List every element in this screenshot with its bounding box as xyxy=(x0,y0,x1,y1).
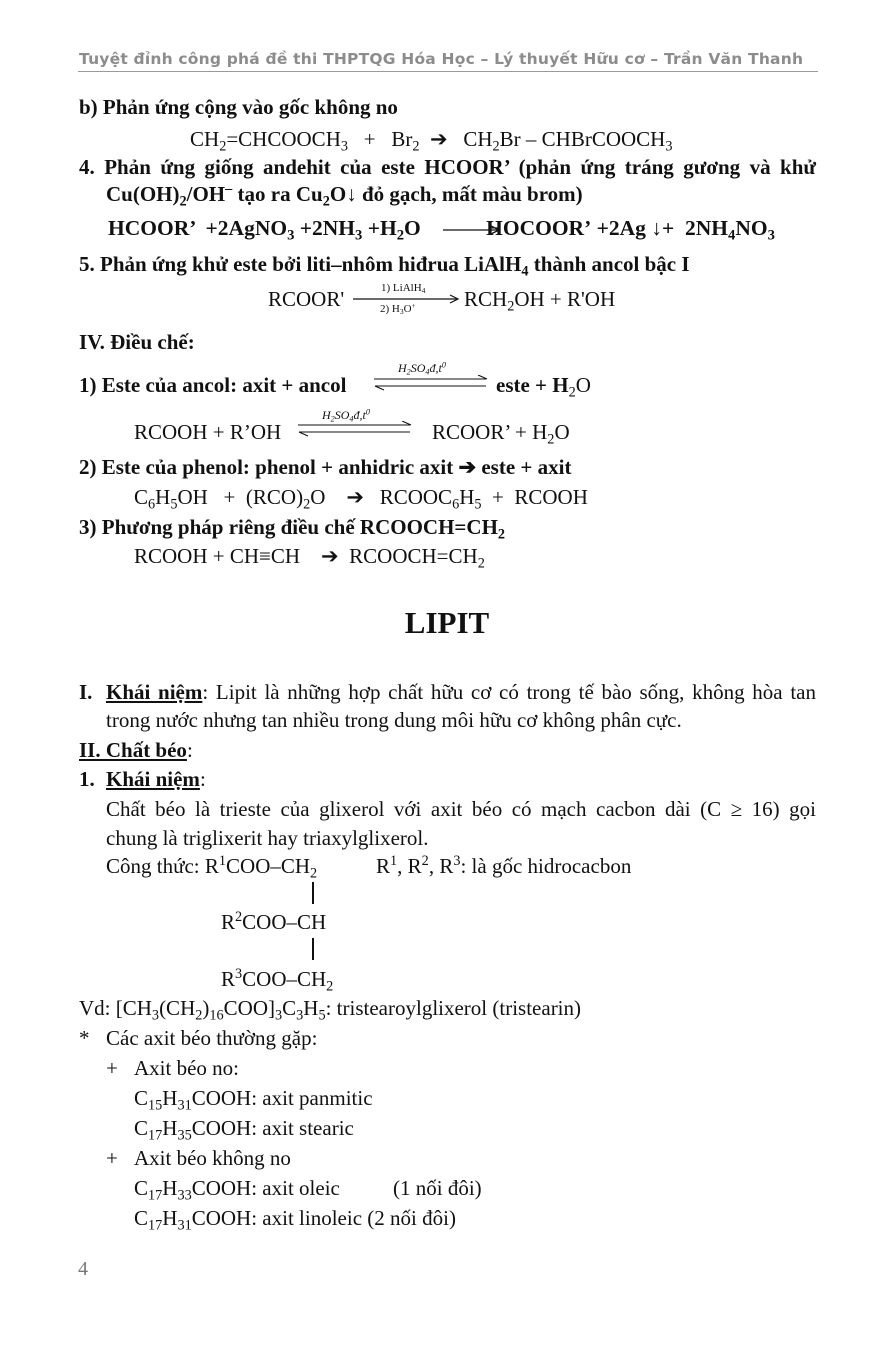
reduction-reactant: RCOOR' xyxy=(268,287,345,311)
equation-silver-mirror: HCOOR’ +2AgNO$_3$ $+2NH_3 +H_2O$ HOCOOR’ +2Ag ↓+ $2NH_4NO_3$ xyxy=(108,216,775,244)
lipit-I-line2: trong nước nhưng tan nhiều trong dung môi hữu cơ không phân cực. xyxy=(106,708,682,732)
equilibrium-arrow-2 xyxy=(296,421,414,437)
plus-unsaturated: + xyxy=(106,1146,118,1170)
lipit-II-heading: II. Chất béo: xyxy=(79,738,193,762)
catalyst-label-2: $H_2SO_4đ,t^0$ xyxy=(322,407,370,424)
plus-saturated: + xyxy=(106,1056,118,1080)
section-b-heading: b) Phản ứng cộng vào gốc không no xyxy=(79,95,398,119)
IV-item2: 2) Este của phenol: phenol + anhidric axit ➔ este + axit xyxy=(79,455,572,479)
h4-c: tạo ra Cu xyxy=(232,182,323,206)
section-4-heading-line1: 4. Phản ứng giống andehit của este HCOOR’ (phản ứng tráng gương và khử xyxy=(79,155,816,179)
formula-note: $R^1$, $R^2$, $R^3$: là gốc hidrocacbon xyxy=(376,853,632,878)
section-IV-heading: IV. Điều chế: xyxy=(79,330,195,354)
formula-row1: Công thức: $R^1COO-CH_2$ xyxy=(106,853,318,882)
equation-bromination: $CH_2=CHCOOCH_3 + Br_2$ ➔ $CH_2Br$ – CHBrCOOCH$_3$ xyxy=(190,127,673,155)
lipit-title: LIPIT xyxy=(404,605,490,640)
saturated-heading: Axit béo no: xyxy=(134,1056,239,1080)
lipit-I-label: I. xyxy=(79,680,93,704)
lipit-sub1-heading: Khái niệm: xyxy=(106,767,206,791)
catalyst-label-1: $H_2SO_4đ,t^0$ xyxy=(398,360,446,377)
formula-row2: $R^2COO-CH$ xyxy=(221,909,327,934)
equilibrium-arrow-1 xyxy=(372,375,490,391)
h5-b: thành ancol bậc I xyxy=(528,252,690,276)
equation-phenol-ester: $C_6H_5OH + (RCO)_2O$ ➔ $RCOOC_6H_5$ + RCOOH xyxy=(134,485,588,513)
lipit-I-line1: Khái niệm: Lipit là những hợp chất hữu cơ có trong tế bào sống, không hòa tan xyxy=(106,680,816,704)
unsaturated-heading: Axit béo không no xyxy=(134,1146,291,1170)
bond-line-1 xyxy=(312,882,314,904)
h4-a: Cu(OH) xyxy=(106,182,180,206)
lipit-definition-line1: Chất béo là trieste của glixerol với axit béo có mạch cacbon dài (C ≥ 16) gọi xyxy=(106,797,816,821)
IV-item1-rhs: este + $H_2O$ xyxy=(496,373,591,401)
acid-palmitic: $C_{15}H_{31}COOH$: axit panmitic xyxy=(134,1086,373,1114)
h4-d: O↓ đỏ gạch, mất màu brom) xyxy=(329,182,583,206)
acid-linoleic: $C_{17}H_{31}COOH$: axit linoleic (2 nối đôi) xyxy=(134,1206,456,1234)
page-number: 4 xyxy=(78,1258,88,1280)
IV-eq2-rhs: RCOOR’ + $H_2O$ xyxy=(432,420,570,448)
reduction-products: $RCH_2OH + R'OH$ xyxy=(464,287,616,315)
header-rule xyxy=(78,71,818,72)
h4-b: /OH xyxy=(186,182,226,206)
IV-item3: 3) Phương pháp riêng điều chế $RCOOCH=CH_2$ xyxy=(79,515,506,543)
section-5-heading: 5. Phản ứng khử este bởi liti–nhôm hiđrua LiAlH$_4$ thành ancol bậc I xyxy=(79,252,690,280)
arrow-label-bottom: 2) $H_3O^+$ xyxy=(380,300,416,317)
section-4-heading-line2: $Cu(OH)_2/OH^-$ tạo ra $Cu_2O↓$ đỏ gạch, mất màu brom) xyxy=(106,181,583,210)
arrow-label-top: 1) LiAlH$_4$ xyxy=(381,282,426,296)
lipit-definition-line2: chung là triglixerit hay triaxylglixerol. xyxy=(106,826,429,850)
acid-oleic: $C_{17}H_{33}COOH$: axit oleic xyxy=(134,1176,340,1204)
h5-a: 5. Phản ứng khử este bởi liti–nhôm hiđrua LiAlH xyxy=(79,252,522,276)
running-header: Tuyệt đỉnh công phá đề thi THPTQG Hóa Học – Lý thuyết Hữu cơ – Trần Văn Thanh xyxy=(79,50,804,68)
common-acids-star: * xyxy=(79,1026,90,1050)
IV-item1: 1) Este của ancol: axit + ancol xyxy=(79,373,347,397)
example-tristearin: Vd: $[CH_3(CH_2)_{16}COO]_3C_3H_5$: tristearoylglixerol (tristearin) xyxy=(79,996,582,1024)
acid-oleic-note: (1 nối đôi) xyxy=(393,1176,482,1200)
common-acids-heading: Các axit béo thường gặp: xyxy=(106,1026,318,1050)
bond-line-2 xyxy=(312,938,314,960)
formula-row3: $R^3COO-CH_2$ xyxy=(221,966,334,995)
equation-vinyl-ester: RCOOH + CH≡CH ➔ $RCOOCH=CH_2$ xyxy=(134,544,485,572)
lipit-sub1-label: 1. xyxy=(79,767,95,791)
acid-stearic: $C_{17}H_{35}COOH$: axit stearic xyxy=(134,1116,354,1144)
arrow-silver-mirror xyxy=(443,224,503,236)
IV-eq2-lhs: RCOOH + R’OH xyxy=(134,420,282,444)
